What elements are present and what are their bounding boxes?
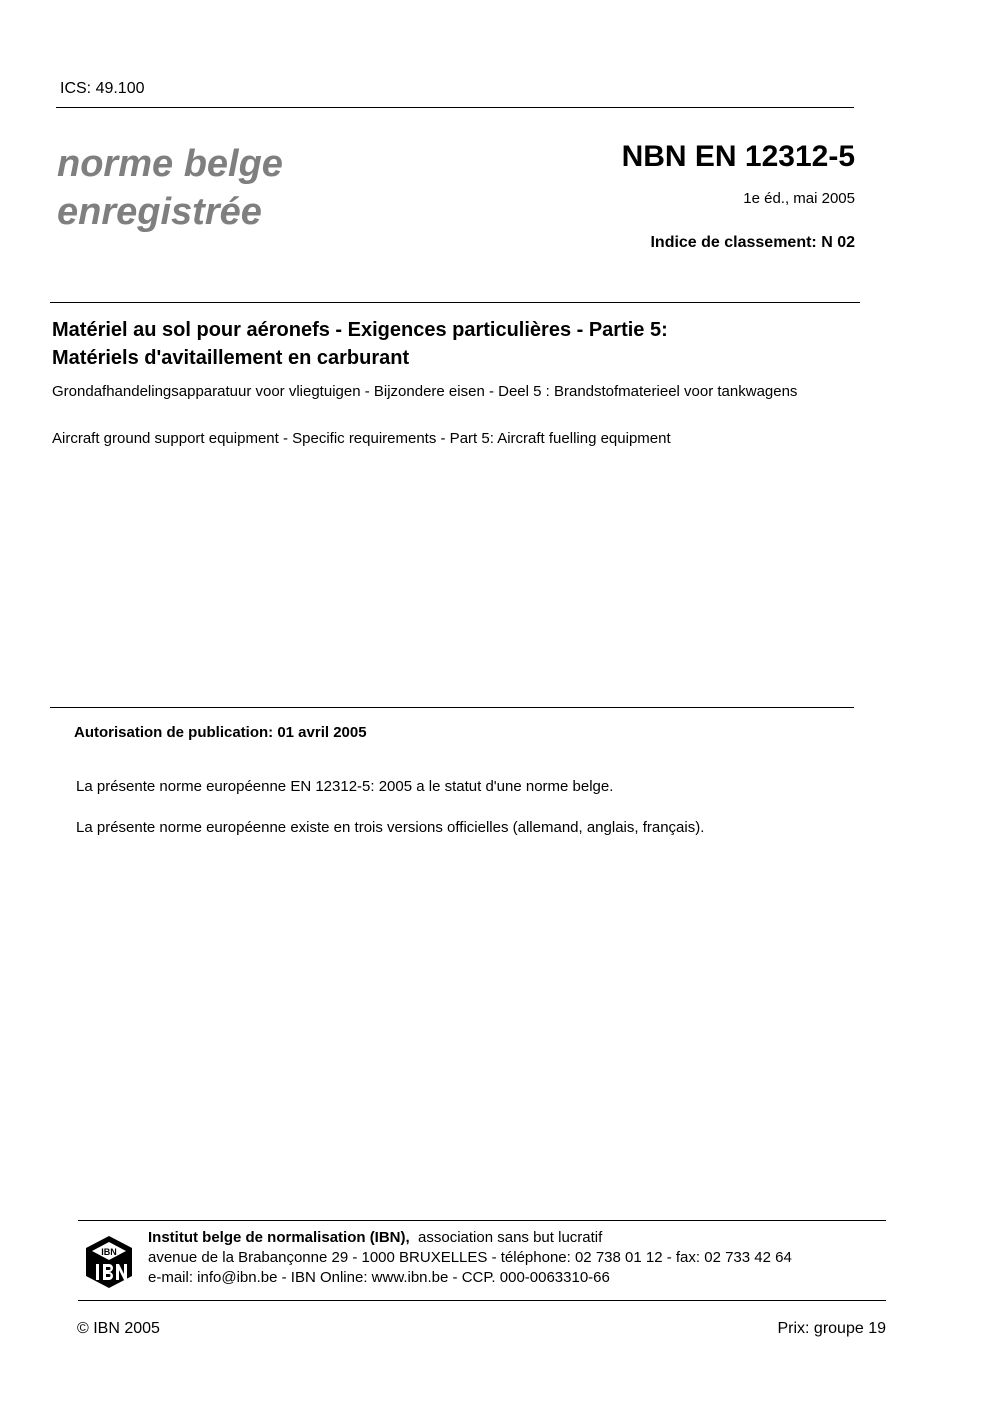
edition-date: 1e éd., mai 2005 — [743, 190, 855, 207]
price-group: Prix: groupe 19 — [777, 1320, 886, 1337]
classification-index: Indice de classement: N 02 — [650, 234, 855, 251]
norme-line-1: norme belge — [57, 143, 283, 185]
header-divider — [56, 107, 854, 108]
footer-divider-bottom — [78, 1300, 886, 1301]
ics-code: ICS: 49.100 — [60, 80, 145, 97]
ibn-logo-icon — [84, 1234, 134, 1290]
title-divider — [50, 302, 860, 303]
title-french-line-1: Matériel au sol pour aéronefs - Exigences particulières - Partie 5: — [52, 319, 668, 341]
ibn-name-line — [148, 1228, 792, 1248]
status-statement: La présente norme européenne EN 12312-5: 2005 a le statut d'une norme belge. — [76, 778, 614, 795]
title-french-line-2: Matériels d'avitaillement en carburant — [52, 347, 410, 369]
standard-number: NBN EN 12312-5 — [621, 140, 855, 173]
ibn-institute-type: association sans but lucratif — [418, 1229, 603, 1246]
norme-belge-label — [57, 140, 283, 236]
versions-statement: La présente norme européenne existe en trois versions officielles (allemand, anglais, français). — [76, 819, 705, 836]
title-french — [52, 316, 832, 372]
body-divider — [50, 707, 854, 708]
title-dutch: Grondafhandelingsapparatuur voor vliegtuigen - Bijzondere eisen - Deel 5 : Brandstofmaterieel voor tankwagens — [52, 383, 798, 400]
norme-line-2: enregistrée — [57, 191, 262, 233]
ibn-institute-name: Institut belge de normalisation (IBN), — [148, 1229, 410, 1246]
ibn-contact: e-mail: info@ibn.be - IBN Online: www.ibn.be - CCP. 000-0063310-66 — [148, 1269, 610, 1286]
publication-authorisation: Autorisation de publication: 01 avril 2005 — [74, 724, 367, 741]
ibn-address: avenue de la Brabançonne 29 - 1000 BRUXELLES - téléphone: 02 738 01 12 - fax: 02 733 42 64 — [148, 1249, 792, 1266]
ibn-contact-block — [148, 1228, 792, 1288]
copyright: © IBN 2005 — [77, 1320, 160, 1337]
footer-divider-top — [78, 1220, 886, 1221]
title-english: Aircraft ground support equipment - Specific requirements - Part 5: Aircraft fuelling equipment — [52, 430, 671, 447]
logo-text: IBN — [101, 1247, 117, 1257]
